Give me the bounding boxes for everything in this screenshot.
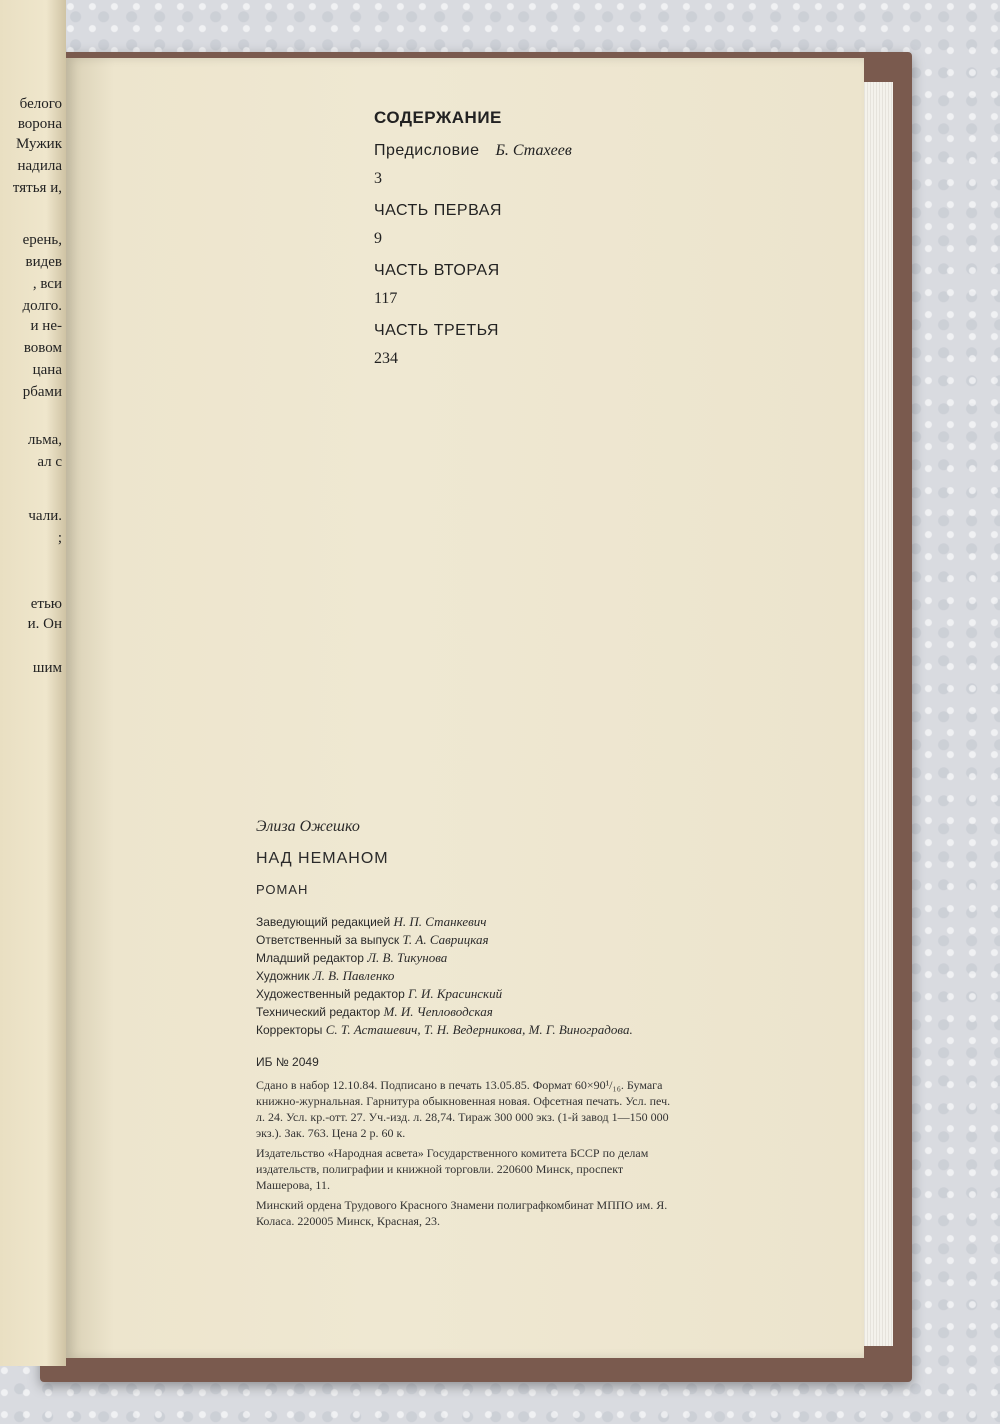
credit-line	[256, 985, 676, 1003]
toc-entry-label: ЧАСТЬ ВТОРАЯ	[374, 262, 500, 279]
left-page-line: рбами	[22, 384, 62, 400]
print-details	[256, 1077, 676, 1229]
credit-role: Ответственный за выпуск	[256, 933, 400, 947]
credits-list	[256, 913, 676, 1039]
left-page-line: и. Он	[27, 616, 62, 632]
credit-name: Т. А. Саврицкая	[402, 932, 489, 947]
credit-role: Художественный редактор	[256, 987, 405, 1001]
toc-entry-page: 9	[374, 230, 382, 247]
toc-entry-author: Б. Стахеев	[495, 142, 572, 159]
details-paragraph: Минский ордена Трудового Красного Знамени полиграфкомбинат МППО им. Я. Коласа. 220005 Минск, Красная, 23.	[256, 1198, 668, 1228]
toc-entry-label: Предисловие	[374, 142, 480, 159]
toc-entry-part-2	[374, 262, 572, 308]
toc-entry-page: 117	[374, 290, 398, 307]
toc-heading: СОДЕРЖАНИЕ	[374, 108, 502, 127]
credit-name: Л. В. Тикунова	[367, 950, 448, 965]
left-page-line: цана	[32, 362, 62, 378]
left-page	[0, 0, 66, 1366]
left-page-line: , вси	[32, 276, 62, 292]
right-page	[66, 58, 864, 1358]
credit-name: Л. В. Павленко	[312, 968, 395, 983]
imprint-block	[256, 818, 676, 1233]
left-page-line: тятья и,	[12, 180, 62, 196]
toc-entry-page: 3	[374, 170, 382, 187]
credit-name: Г. И. Красинский	[408, 986, 503, 1001]
book-genre: РОМАН	[256, 882, 309, 897]
left-page-line: вовом	[23, 340, 62, 356]
toc-entry-part-1	[374, 202, 572, 248]
credit-role: Заведующий редакцией	[256, 915, 391, 929]
details-paragraph: Издательство «Народная асвета» Государственного комитета БССР по делам издательств, полиграфии и книжной торговли. 220600 Минск, проспект Машерова, 11.	[256, 1146, 649, 1192]
left-page-line: и не-	[30, 318, 62, 334]
credit-role: Технический редактор	[256, 1005, 381, 1019]
credit-role: Корректоры	[256, 1023, 323, 1037]
toc-entry-label: ЧАСТЬ ПЕРВАЯ	[374, 202, 502, 219]
left-page-line: ;	[57, 530, 62, 546]
left-page-line: етью	[30, 596, 62, 612]
left-page-line: льма,	[27, 432, 62, 448]
left-page-line: ерень,	[22, 232, 62, 248]
left-page-line: Мужик	[16, 136, 62, 152]
credit-line	[256, 1003, 676, 1021]
left-page-line: ал с	[37, 454, 62, 470]
toc-entry-part-3	[374, 322, 572, 368]
left-page-line: надила	[17, 158, 62, 174]
left-page-line: ворона	[17, 116, 62, 132]
credit-line	[256, 913, 676, 931]
left-page-line: видев	[25, 254, 62, 270]
details-paragraph: Сдано в набор 12.10.84. Подписано в печать 13.05.85. Формат 60×90¹/₁₆. Бумага книжно-журнальная. Гарнитура обыкновенная новая. Офсетная печать. Усл. печ. л. 24. Усл. кр.-отт. 27. Уч.-изд. л. 28,74. Тираж 300 000 экз. (1-й завод 1—150 000 экз.). Зак. 763. Цена 2 р. 60 к.	[256, 1078, 671, 1140]
toc-entry-label: ЧАСТЬ ТРЕТЬЯ	[374, 322, 499, 339]
book-title: НАД НЕМАНОМ	[256, 850, 389, 867]
left-page-line: белого	[19, 96, 62, 112]
left-page-line: шим	[32, 660, 62, 676]
ib-number: ИБ № 2049	[256, 1055, 319, 1069]
toc-entry-preface	[374, 142, 572, 188]
credit-line	[256, 1021, 676, 1039]
toc-entry-page: 234	[374, 350, 398, 367]
credit-name: С. Т. Асташевич, Т. Н. Ведерникова, М. Г. Виноградова.	[325, 1022, 633, 1037]
credit-name: Н. П. Станкевич	[393, 914, 487, 929]
book-author: Элиза Ожешко	[256, 818, 360, 835]
table-of-contents	[374, 108, 572, 382]
left-page-line: чали.	[28, 508, 62, 524]
credit-role: Художник	[256, 969, 310, 983]
credit-name: М. И. Чепловодская	[383, 1004, 493, 1019]
credit-line	[256, 931, 676, 949]
credit-role: Младший редактор	[256, 951, 364, 965]
left-page-line: долго.	[22, 298, 62, 314]
credit-line	[256, 949, 676, 967]
credit-line	[256, 967, 676, 985]
